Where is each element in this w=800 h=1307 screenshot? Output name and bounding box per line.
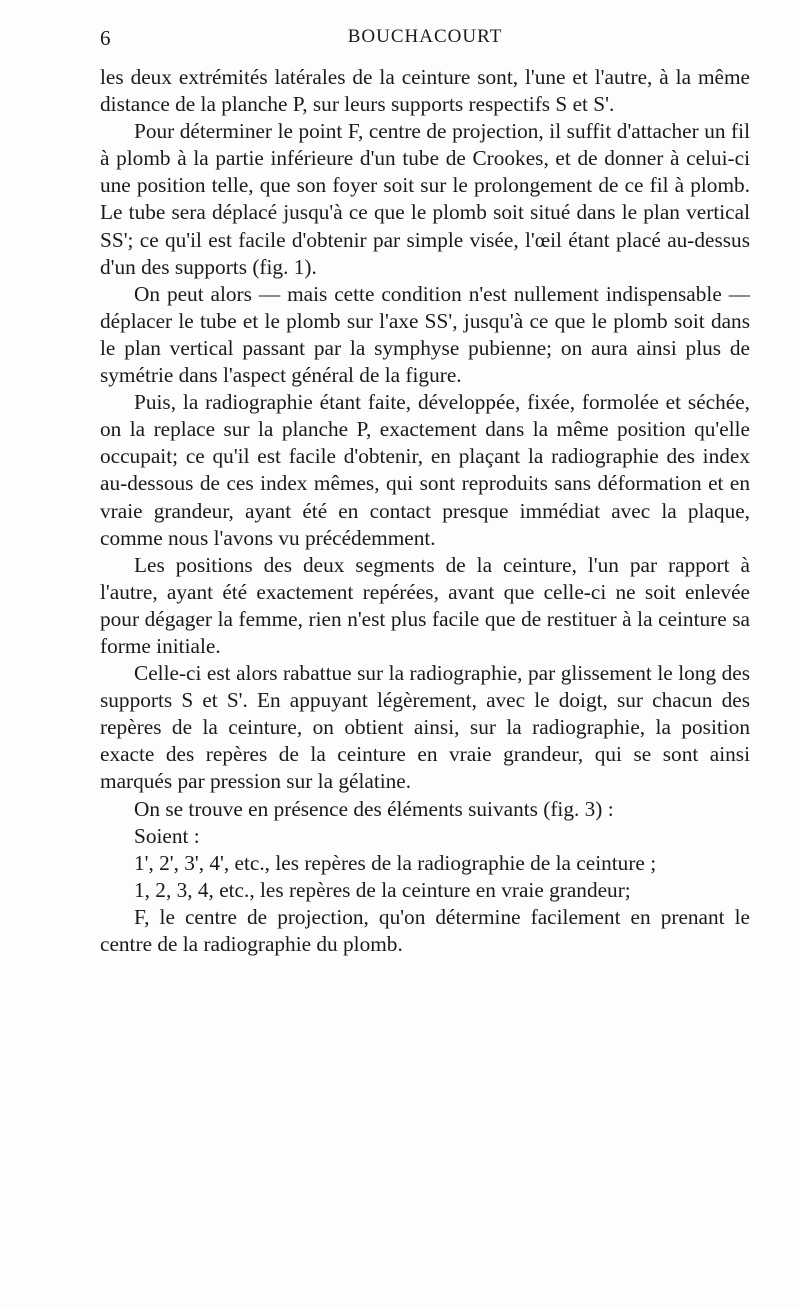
- page-number: 6: [100, 26, 111, 50]
- definition-item: F, le centre de projection, qu'on détermine facilement en prenant le centre de la radiographie du plomb.: [100, 904, 750, 956]
- definition-item: 1, 2, 3, 4, etc., les repères de la ceinture en vraie grandeur;: [134, 877, 631, 902]
- paragraph: Les positions des deux segments de la ceinture, l'un par rapport à l'autre, ayant été exactement repérées, avant que celle-ci ne soit enlevée pour dégager la femme, rien n'est plus facile que de restituer à la ceinture sa forme initiale.: [100, 552, 750, 658]
- paragraph: Celle-ci est alors rabattue sur la radiographie, par glissement le long des supports S et S'. En appuyant légèrement, avec le doigt, sur chacun des repères de la ceinture, on obtient ainsi, sur la radiographie, la position exacte des repères de la ceinture en vraie grandeur, qui se sont ainsi marqués par pression sur la gélatine.: [100, 661, 750, 794]
- paragraph: On se trouve en présence des éléments suivants (fig. 3) :: [134, 796, 614, 821]
- paragraph-continuation: les deux extrémités latérales de la ceinture sont, l'une et l'autre, à la même distance de la planche P, sur leurs supports respectifs S et S'.: [100, 65, 750, 117]
- paragraph: Puis, la radiographie étant faite, développée, fixée, formolée et séchée, on la replace sur la planche P, exactement dans la même position qu'elle occupait; ce qu'il est facile d'obtenir, en plaçant la radiographie des index au-dessous de ces index mêmes, qui sont reproduits sans déformation et en vraie grandeur, ayant été en contact presque immédiat avec la plaque, comme nous l'avons vu précédemment.: [100, 390, 750, 550]
- paragraph: Pour déterminer le point F, centre de projection, il suffit d'attacher un fil à plomb à la partie inférieure d'un tube de Crookes, et de donner à celui-ci une position telle, que son foyer soit sur le prolongement de ce fil à plomb. Le tube sera déplacé jusqu'à ce que le plomb soit situé dans le plan vertical SS'; ce qu'il est facile d'obtenir par simple visée, l'œil étant placé au-dessus d'un des supports (fig. 1).: [100, 119, 750, 279]
- running-head: BOUCHACOURT: [347, 26, 503, 47]
- paragraph: Soient :: [134, 823, 200, 848]
- body-text: [100, 64, 750, 958]
- definition-item: 1', 2', 3', 4', etc., les repères de la radiographie de la ceinture ;: [134, 850, 657, 875]
- page-header: [100, 26, 750, 56]
- paragraph: On peut alors — mais cette condition n'est nullement indispensable — déplacer le tube et le plomb sur l'axe SS', jusqu'à ce que le plomb soit dans le plan vertical passant par la symphyse pubienne; on aura ainsi plus de symétrie dans l'aspect général de la figure.: [100, 281, 750, 388]
